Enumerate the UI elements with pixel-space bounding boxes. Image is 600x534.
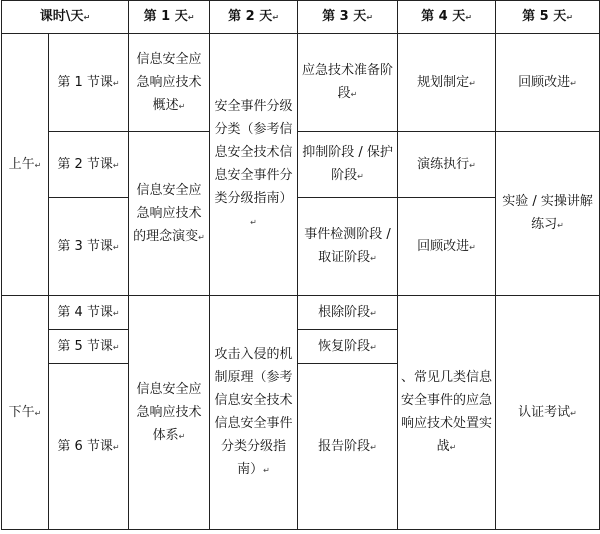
day2-morning: 安全事件分级分类（参考信息安全技术信息安全事件分类分级指南）↵ <box>210 34 298 296</box>
day4-session2: 演练执行↵ <box>398 132 496 198</box>
session-label: 第 3 节课↵ <box>49 198 129 296</box>
session-label: 第 5 节课↵ <box>49 330 129 364</box>
day2-afternoon: 攻击入侵的机制原理（参考信息安全技术信息安全事件分类分级指南）↵ <box>210 296 298 530</box>
day4-session3: 回顾改进↵ <box>398 198 496 296</box>
header-day-1: 第 1 天↵ <box>129 1 210 34</box>
schedule-table <box>1 0 600 530</box>
header-day-3: 第 3 天↵ <box>298 1 398 34</box>
table-row <box>2 132 600 198</box>
header-period-session: 课时\天↵ <box>2 1 129 34</box>
day3-session2: 抑制阶段 / 保护阶段↵ <box>298 132 398 198</box>
header-day-4: 第 4 天↵ <box>398 1 496 34</box>
session-label: 第 2 节课↵ <box>49 132 129 198</box>
day4-afternoon: 、常见几类信息安全事件的应急响应技术处置实战↵ <box>398 296 496 530</box>
period-morning: 上午↵ <box>2 34 49 296</box>
header-day-5: 第 5 天↵ <box>496 1 600 34</box>
period-afternoon: 下午↵ <box>2 296 49 530</box>
day3-session1: 应急技术准备阶段↵ <box>298 34 398 132</box>
day3-session4: 根除阶段↵ <box>298 296 398 330</box>
session-label: 第 6 节课↵ <box>49 364 129 530</box>
day5-session1: 回顾改进↵ <box>496 34 600 132</box>
day5-session2-3: 实验 / 实操讲解练习↵ <box>496 132 600 296</box>
day3-session6: 报告阶段↵ <box>298 364 398 530</box>
day1-session2-3: 信息安全应急响应技术的理念演变↵ <box>129 132 210 296</box>
day1-afternoon: 信息安全应急响应技术体系↵ <box>129 296 210 530</box>
day4-session1: 规划制定↵ <box>398 34 496 132</box>
header-day-2: 第 2 天↵ <box>210 1 298 34</box>
table-row <box>2 34 600 132</box>
table-row <box>2 296 600 330</box>
day5-afternoon: 认证考试↵ <box>496 296 600 530</box>
day3-session5: 恢复阶段↵ <box>298 330 398 364</box>
session-label: 第 4 节课↵ <box>49 296 129 330</box>
session-label: 第 1 节课↵ <box>49 34 129 132</box>
day1-session1: 信息安全应急响应技术概述↵ <box>129 34 210 132</box>
header-row <box>2 1 600 34</box>
day3-session3: 事件检测阶段 / 取证阶段↵ <box>298 198 398 296</box>
